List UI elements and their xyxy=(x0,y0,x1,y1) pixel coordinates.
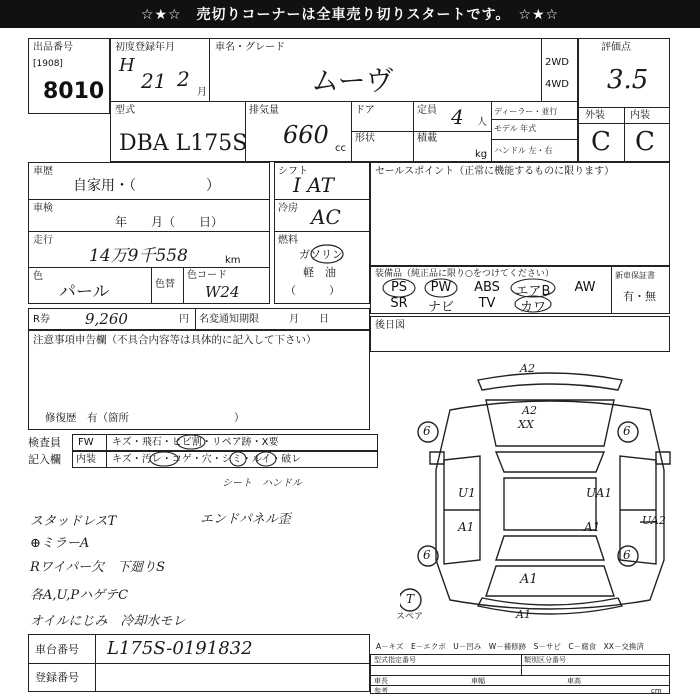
mark-tire-rr: 6 xyxy=(623,548,631,562)
recycle-label: R券 xyxy=(33,314,50,325)
mark-u1-left: U1 xyxy=(458,486,476,500)
shift-value: I AT xyxy=(293,173,334,197)
int-items: キズ・汚レ・コゲ・穴・シミ・ルイ・破レ xyxy=(112,454,302,465)
checker-area xyxy=(28,434,370,470)
mileage-unit: km xyxy=(225,255,241,266)
equip-tv: TV xyxy=(478,296,496,311)
checker-label: 検査員 xyxy=(28,436,61,449)
lot-number: 8010 xyxy=(43,79,105,104)
fuel-other: （ ） xyxy=(285,284,340,297)
chassis-label: 車台番号 xyxy=(35,643,79,656)
load-label: 積載 xyxy=(417,133,437,144)
spare-label: スペア xyxy=(396,612,424,622)
score-value: 3.5 xyxy=(607,65,649,95)
checker-circles xyxy=(106,434,366,470)
damage-legend: A－キズ E－エクボ U－凹み W－補修跡 S－サビ C－腐食 XX－交換済 xyxy=(376,642,644,651)
mileage-label: 走行 xyxy=(33,235,53,246)
regno-label: 登録番号 xyxy=(35,671,79,684)
int-label: 内装 xyxy=(630,110,650,121)
reg-era: H xyxy=(119,55,135,76)
fuel-circle xyxy=(309,243,345,265)
notes-label: 注意事項申告欄（不具合内容等は具体的に記入して下さい） xyxy=(33,334,317,346)
mark-a1-trunk: A1 xyxy=(520,572,538,587)
mark-xx-hood: XX xyxy=(518,418,534,431)
footer-spec xyxy=(370,654,670,694)
mark-tire-fr: 6 xyxy=(623,424,631,438)
load-unit: kg xyxy=(475,149,488,160)
dealer-label: ディーラー・並行 xyxy=(494,107,558,116)
inspection-label: 車検 xyxy=(33,203,53,214)
tone-label: 色替 xyxy=(155,279,175,290)
model-value: DBA L175S xyxy=(119,131,248,156)
class-label: 類別区分番号 xyxy=(524,656,566,664)
reg-month-unit: 月 xyxy=(197,87,207,98)
equipment-box xyxy=(370,266,670,314)
score-label: 評価点 xyxy=(601,42,631,53)
drive-2wd: 2WD xyxy=(545,57,569,68)
int-grade: C xyxy=(635,127,655,157)
equip-ps: PS xyxy=(390,280,408,295)
int-extra: シート ハンドル xyxy=(222,478,302,489)
equipment-circles xyxy=(371,277,611,313)
shift-label: シフト xyxy=(278,166,308,177)
comment-4: Rワイパー欠 下廻りS xyxy=(30,560,166,575)
capacity-value: 4 xyxy=(451,105,464,129)
car-diagram xyxy=(400,360,690,630)
car-label: 車名・グレード xyxy=(215,42,285,53)
sales-point-label: セールスポイント（正常に機能するものに限ります） xyxy=(375,166,615,177)
inspection-value: 年 月（ 日） xyxy=(115,215,224,229)
spec-box xyxy=(274,162,370,304)
recycle-unit: 円 xyxy=(179,314,189,325)
equip-pw: PW xyxy=(430,280,452,295)
header-box xyxy=(110,38,578,162)
int-items-label: 内装 xyxy=(76,454,96,465)
model-label: 型式 xyxy=(115,105,135,116)
code-label: 色コード xyxy=(187,270,227,281)
sales-point-box xyxy=(370,162,670,266)
height-label: 車高 xyxy=(567,677,581,685)
mark-a2-bumper: A2 xyxy=(520,362,535,375)
ac-label: 冷房 xyxy=(278,203,298,214)
lot-label: 出品番号 xyxy=(33,42,73,53)
color-code: W24 xyxy=(205,283,240,301)
banner: ☆★☆ 売切りコーナーは全車売り切りスタートです。 ☆★☆ xyxy=(0,0,700,28)
newreg-value: 有・無 xyxy=(623,290,656,303)
mark-a1-right: A1 xyxy=(584,520,601,534)
displacement-label: 排気量 xyxy=(249,105,279,116)
color-value: パール xyxy=(59,282,110,302)
unit-label: cm xyxy=(651,687,662,695)
ref-label: 参考 xyxy=(374,687,388,695)
shape-label: 形状 xyxy=(355,133,375,144)
checker-label2: 記入欄 xyxy=(28,453,61,466)
fuel-diesel: 軽 油 xyxy=(303,266,336,279)
chassis-value: L175S-0191832 xyxy=(107,638,253,659)
mileage-value: 14万9千558 xyxy=(89,246,188,266)
mark-a2-hood: A2 xyxy=(522,404,537,417)
equip-aw: AW xyxy=(574,280,596,295)
displacement-unit: cc xyxy=(335,143,346,154)
after-label: 後日図 xyxy=(375,320,405,331)
equip-sr: SR xyxy=(390,296,408,311)
newreg-label: 新車保証書 xyxy=(615,271,655,280)
model-designation-label: 型式指定番号 xyxy=(374,656,416,664)
reg-month: 2 xyxy=(177,67,190,91)
comment-5: 各A,U,PハゲテC xyxy=(30,588,129,603)
mark-a1-left: A1 xyxy=(458,520,475,534)
after-box xyxy=(370,316,670,352)
comment-2: エンドパネル歪 xyxy=(200,512,291,527)
comment-3: ⊕ミラーA xyxy=(30,536,90,551)
comment-6: オイルにじみ 冷却水モレ xyxy=(30,614,186,629)
mark-tire-fl: 6 xyxy=(423,424,431,438)
equip-leather: カワ xyxy=(519,300,546,315)
lot-sub: [1908] xyxy=(33,59,63,69)
equip-airbag: エアB xyxy=(515,284,551,299)
mark-ua1-right: UA1 xyxy=(586,486,613,500)
car-name: ムーヴ xyxy=(311,64,394,97)
history-value: 自家用・（ ） xyxy=(73,178,220,194)
ext-label: 外装 xyxy=(585,110,605,121)
notice-label: 名変通知期限 xyxy=(199,314,259,325)
history-box xyxy=(28,162,270,304)
width-label: 車幅 xyxy=(471,677,485,685)
notice-value: 月 日 xyxy=(289,314,329,325)
fw-items: キズ・飛石・ヒビ割・リペア跡・X要 xyxy=(112,437,279,448)
model-year-label: モデル 年式 xyxy=(494,124,537,133)
ext-grade: C xyxy=(591,127,611,157)
drive-4wd: 4WD xyxy=(545,79,569,90)
mark-ua2-side: UA2 xyxy=(642,514,666,527)
doors-label: ドア xyxy=(355,105,375,116)
handle-label: ハンドル 左・右 xyxy=(494,146,553,155)
comment-1: スタッドレスT xyxy=(30,514,117,529)
equip-abs: ABS xyxy=(474,280,500,295)
capacity-label: 定員 xyxy=(417,105,437,116)
history-label: 車歴 xyxy=(33,166,53,177)
chassis-box xyxy=(28,634,370,692)
reg-year: 21 xyxy=(141,69,167,93)
equip-navi: ナビ xyxy=(427,300,454,315)
recycle-box xyxy=(28,308,370,330)
reg-label: 初度登録年月 xyxy=(115,42,175,53)
color-label: 色 xyxy=(33,271,43,282)
capacity-unit: 人 xyxy=(477,117,487,128)
repair-label: 修復歴 有（箇所 ） xyxy=(45,412,245,424)
mark-spare-t: T xyxy=(406,592,415,606)
fuel-label: 燃料 xyxy=(278,235,298,246)
recycle-value: 9,260 xyxy=(85,310,128,328)
notes-box xyxy=(28,330,370,430)
length-label: 車長 xyxy=(374,677,388,685)
mark-a1-rear: A1 xyxy=(516,608,531,621)
ac-value: AC xyxy=(311,205,341,229)
equipment-label: 装備品（純正品に限り○をつけてください） xyxy=(375,269,554,279)
fw-label: FW xyxy=(78,437,94,448)
displacement-value: 660 xyxy=(283,121,329,149)
mark-tire-rl: 6 xyxy=(423,548,431,562)
score-box xyxy=(578,38,670,162)
lot-box xyxy=(28,38,110,114)
fuel-gas: ガソリン xyxy=(299,248,343,261)
